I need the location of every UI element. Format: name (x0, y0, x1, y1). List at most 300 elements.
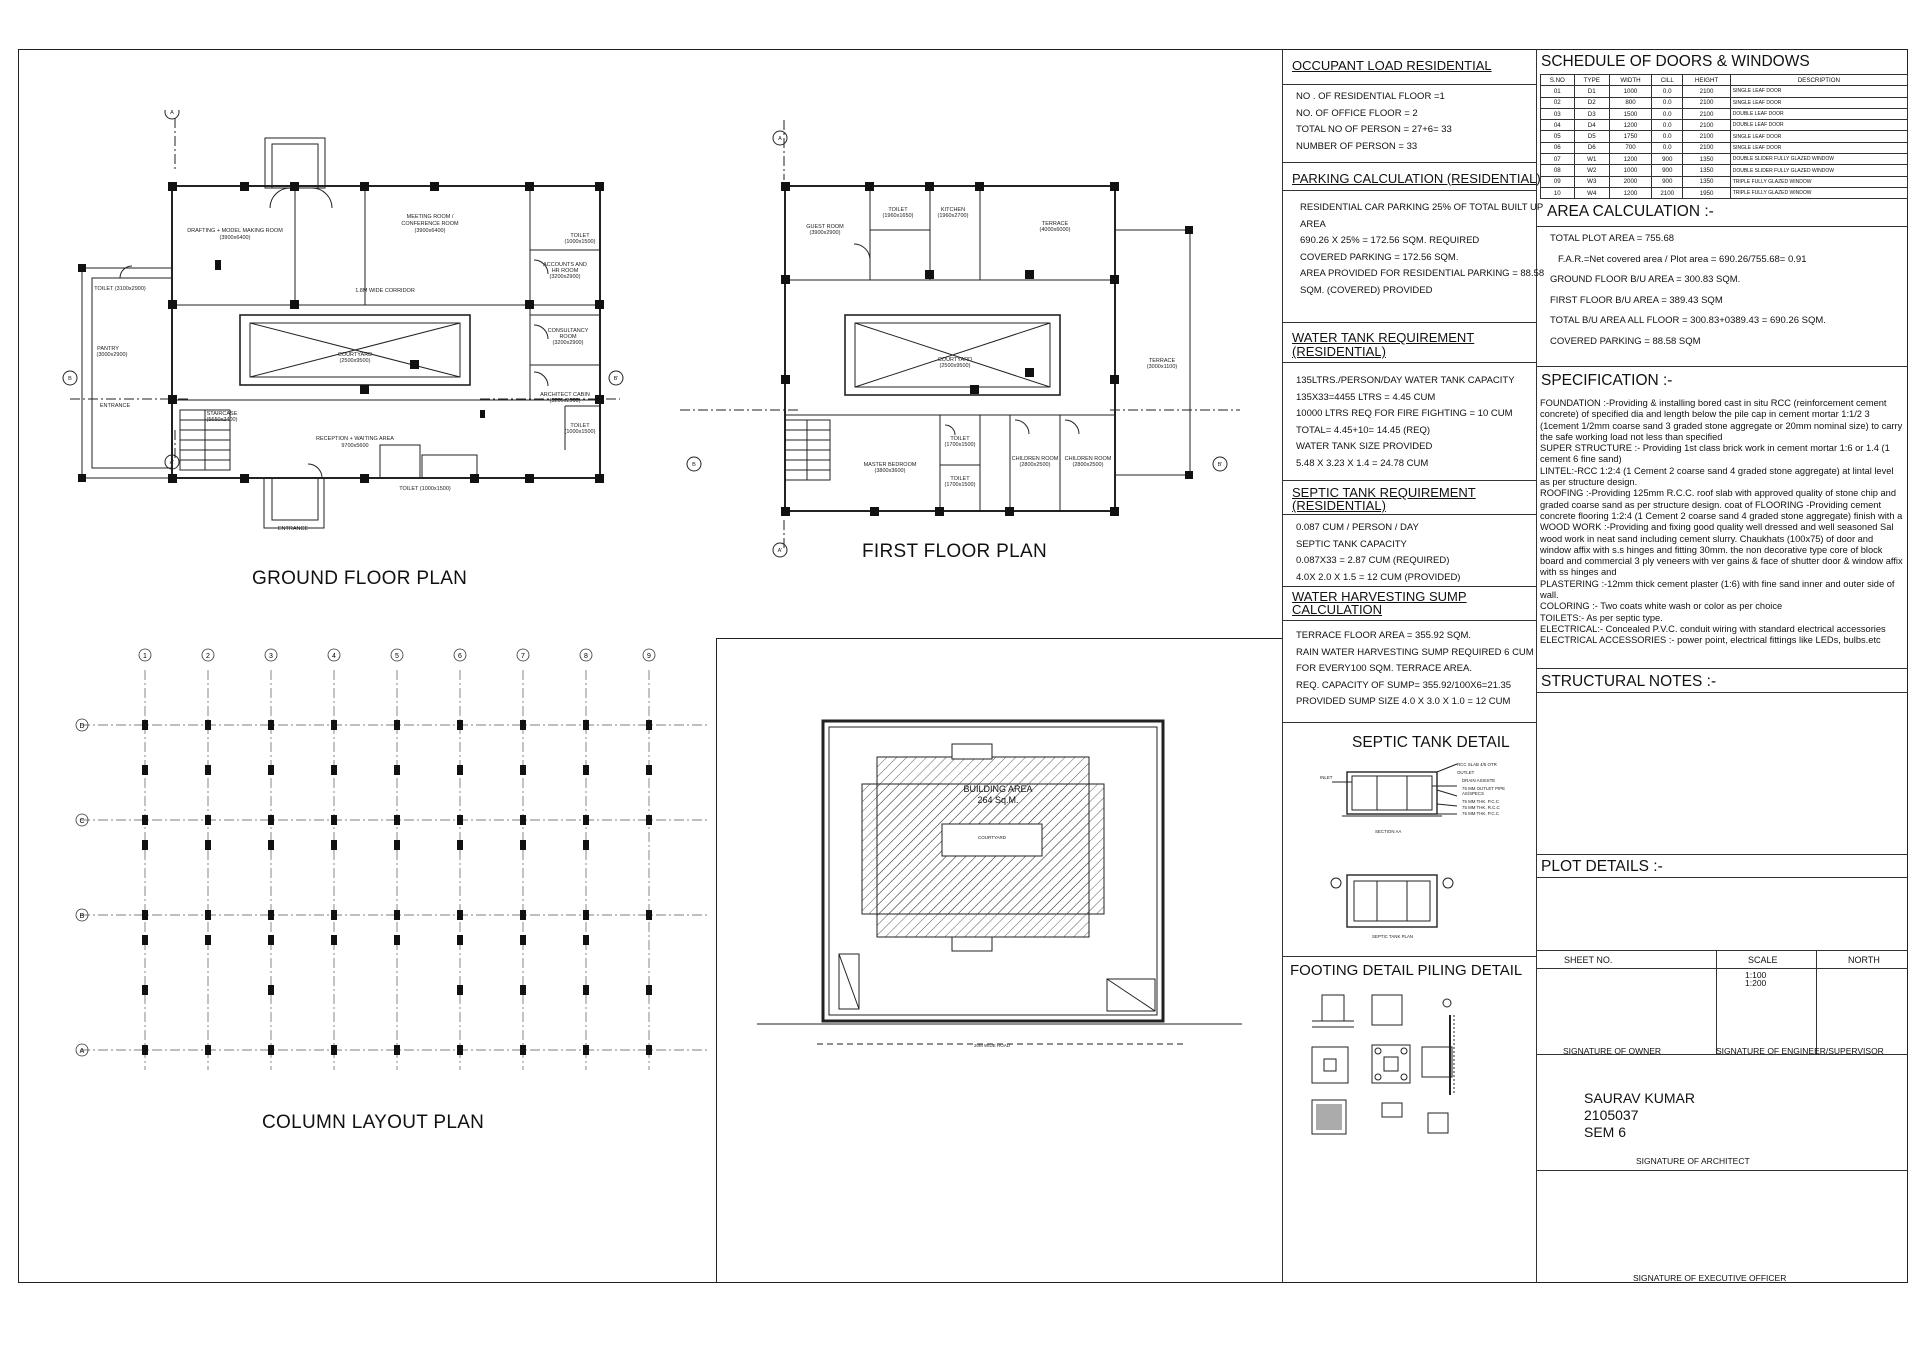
grid-number-label: 4 (332, 653, 336, 660)
schedule-cell: 0.0 (1652, 131, 1683, 142)
grid-number-label: 3 (269, 653, 273, 660)
schedule-cell: 900 (1652, 154, 1683, 165)
specification-panel (1540, 398, 1905, 647)
water-tank-title: WATER TANK REQUIREMENT (1292, 330, 1475, 345)
svg-text:(2800x2500): (2800x2500) (1019, 462, 1051, 468)
column-mark (205, 910, 211, 920)
divider (1536, 968, 1908, 969)
septic-tank-line: SEPTIC TANK CAPACITY (1296, 538, 1407, 550)
column-mark (268, 720, 274, 730)
septic-plan-label: SEPTIC TANK PLAN (1372, 934, 1414, 939)
column-mark (520, 815, 526, 825)
schedule-row (1541, 86, 1908, 97)
column-mark (520, 1045, 526, 1055)
column-mark (142, 935, 148, 945)
grid-number-label: 8 (584, 653, 588, 660)
column-mark (142, 840, 148, 850)
column-mark (646, 985, 652, 995)
svg-text:A': A' (169, 460, 175, 466)
svg-text:(3000x1100): (3000x1100) (1146, 364, 1178, 370)
schedule-row (1541, 187, 1908, 198)
grid-letter-label: D (79, 723, 85, 730)
schedule-cell: 2100 (1683, 97, 1730, 108)
column-mark (205, 935, 211, 945)
column-mark (268, 935, 274, 945)
divider (1536, 668, 1908, 669)
column-mark (457, 720, 463, 730)
septic-note: AS/SPECS (1462, 791, 1484, 796)
site-plan-drawing (717, 709, 1283, 1109)
road-label: 20M WIDE ROAD (973, 1043, 1011, 1048)
svg-text:TOILET (3100x2900): TOILET (3100x2900) (94, 286, 146, 292)
divider (1282, 956, 1536, 957)
schedule-header-cell: HEIGHT (1683, 75, 1730, 86)
area-calc-panel (1550, 229, 1905, 352)
column-mark (583, 985, 589, 995)
svg-text:(3000x2900): (3000x2900) (96, 352, 128, 358)
schedule-cell: D1 (1574, 86, 1609, 97)
column-mark (457, 765, 463, 775)
area-line: F.A.R.=Net covered area / Plot area = 690.26/755.68= 0.91 (1558, 253, 1807, 265)
svg-text:ACCOUNTS AND: ACCOUNTS AND (543, 262, 587, 268)
schedule-cell: W4 (1574, 187, 1609, 198)
schedule-cell: 1200 (1609, 187, 1651, 198)
svg-text:MASTER BEDROOM: MASTER BEDROOM (863, 462, 917, 468)
septic-detail-title: SEPTIC TANK DETAIL (1352, 734, 1510, 751)
occupant-line: NUMBER OF PERSON = 33 (1296, 140, 1418, 152)
schedule-row (1541, 108, 1908, 119)
building-area-label: BUILDING AREA (963, 784, 1033, 794)
column-mark (394, 815, 400, 825)
column-mark (331, 815, 337, 825)
first-floor-plan-title: FIRST FLOOR PLAN (862, 541, 1047, 562)
svg-text:(4000x6000): (4000x6000) (1039, 227, 1071, 233)
column-mark (583, 720, 589, 730)
schedule-cell: SINGLE LEAF DOOR (1730, 131, 1907, 142)
svg-text:MEETING ROOM /: MEETING ROOM / (406, 214, 454, 220)
septic-tank-title: SEPTIC TANK REQUIREMENT (1292, 485, 1476, 500)
schedule-header-cell: WIDTH (1609, 75, 1651, 86)
svg-text:(3200x2900): (3200x2900) (549, 398, 581, 404)
schedule-header-cell: TYPE (1574, 75, 1609, 86)
schedule-cell: 2000 (1609, 176, 1651, 187)
divider (1282, 586, 1536, 587)
harvesting-line: TERRACE FLOOR AREA = 355.92 SQM. (1296, 630, 1472, 641)
ground-floor-plan-drawing (60, 110, 700, 570)
svg-text:TOILET: TOILET (570, 423, 590, 429)
schedule-cell: 0.0 (1652, 86, 1683, 97)
schedule-row (1541, 176, 1908, 187)
schedule-cell: SINGLE LEAF DOOR (1730, 86, 1907, 97)
svg-text:(3200x2900): (3200x2900) (552, 340, 584, 346)
column-mark (583, 765, 589, 775)
column-mark (583, 1045, 589, 1055)
door-window-schedule-table (1540, 74, 1908, 199)
schedule-cell: 1350 (1683, 176, 1730, 187)
schedule-cell: TRIPLE FULLY GLAZED WINDOW (1730, 176, 1907, 187)
area-line: FIRST FLOOR B/U AREA = 389.43 SQM (1550, 294, 1723, 306)
scale-value-2: 1:200 (1745, 978, 1767, 988)
schedule-cell: 0.0 (1652, 108, 1683, 119)
svg-text:TOILET: TOILET (888, 207, 908, 213)
spec-line: LINTEL:-RCC 1:2:4 (1 Cement 2 coarse sand 4 graded stone aggregate) at lintal level as per structure design. (1540, 465, 1894, 488)
column-layout-plan-title: COLUMN LAYOUT PLAN (262, 1112, 485, 1133)
column-mark (268, 1045, 274, 1055)
column-mark (457, 840, 463, 850)
spec-line: SUPER STRUCTURE :- Providing 1st class brick work in cement mortar 1:6 or 1.4 (1 cement 6 fine sand) (1540, 443, 1890, 465)
schedule-cell: 06 (1541, 142, 1575, 153)
column-mark (268, 840, 274, 850)
schedule-header-cell: CILL (1652, 75, 1683, 86)
column-mark (268, 815, 274, 825)
building-area-value: 264 Sq.M. (977, 795, 1019, 805)
site-plan-panel (716, 638, 1282, 1283)
septic-note: 75 MM THK. R.C.C (1462, 805, 1500, 810)
svg-text:TOILET: TOILET (570, 233, 590, 239)
grid-number-label: 7 (521, 653, 525, 660)
harvesting-line: FOR EVERY100 SQM. TERRACE AREA. (1296, 663, 1472, 674)
column-mark (331, 935, 337, 945)
svg-text:TERRACE: TERRACE (1148, 358, 1176, 364)
column-mark (520, 985, 526, 995)
schedule-cell: 2100 (1683, 86, 1730, 97)
schedule-cell: W2 (1574, 165, 1609, 176)
divider (1816, 950, 1817, 1054)
signature-engineer-label: SIGNATURE OF ENGINEER/SUPERVISOR (1716, 1046, 1884, 1056)
schedule-cell: 04 (1541, 120, 1575, 131)
column-mark (394, 1045, 400, 1055)
column-layout-plan-drawing (70, 640, 710, 1080)
grid-number-label: 1 (143, 653, 147, 660)
divider (1536, 366, 1908, 367)
septic-note: 75 MM OUTLET PIPE (1462, 786, 1506, 791)
schedule-cell: 08 (1541, 165, 1575, 176)
area-line: TOTAL B/U AREA ALL FLOOR = 300.83+0389.43 = 690.26 SQM. (1550, 315, 1826, 326)
septic-note: RCC SLAB 4/5 OTR (1457, 762, 1497, 767)
first-floor-plan-drawing (680, 120, 1240, 560)
divider (1282, 190, 1536, 191)
scale-value-1: 1:100 (1745, 970, 1767, 980)
spec-line: FOUNDATION :-Providing & installing bored cast in situ RCC (reinforcement cement concrete) of specified dia and length below the pile cap in cement mortar 1:1/2 3 (1cement 1/2mm coarse sand 3 graded stone aggregate or 20mm nominal size) to carry the safe working load not less than specified (1540, 398, 1903, 442)
schedule-cell: 2100 (1683, 131, 1730, 142)
schedule-cell: 10 (1541, 187, 1575, 198)
svg-text:TOILET: TOILET (950, 436, 970, 442)
svg-text:(3900x6400): (3900x6400) (414, 228, 446, 234)
divider (1282, 84, 1536, 85)
schedule-cell: D3 (1574, 108, 1609, 119)
structural-notes-title: STRUCTURAL NOTES :- (1541, 673, 1717, 690)
septic-note: OUTLET (1457, 770, 1475, 775)
divider (1282, 162, 1536, 163)
svg-text:PANTRY: PANTRY (97, 346, 119, 352)
column-mark (142, 720, 148, 730)
water-tank-line: 5.48 X 3.23 X 1.4 = 24.78 CUM (1296, 457, 1429, 469)
schedule-cell: D6 (1574, 142, 1609, 153)
architect-name: SAURAV KUMAR (1584, 1090, 1695, 1106)
column-mark (394, 910, 400, 920)
svg-text:(1700x1500): (1700x1500) (944, 442, 976, 448)
ground-floor-plan-title: GROUND FLOOR PLAN (252, 568, 468, 589)
grid-letter-label: C (79, 818, 85, 825)
schedule-cell: TRIPLE FULLY GLAZED WINDOW (1730, 187, 1907, 198)
spec-line: COLORING :- Two coats white wash or color as per choice (1540, 601, 1783, 612)
schedule-cell: 09 (1541, 176, 1575, 187)
septic-note: INLET (1320, 775, 1333, 780)
column-mark (268, 765, 274, 775)
svg-text:B': B' (1217, 462, 1223, 468)
schedule-cell: 1750 (1609, 131, 1651, 142)
column-mark (142, 910, 148, 920)
spec-line: TOILETS:- As per septic type. (1540, 612, 1663, 623)
schedule-cell: 0.0 (1652, 120, 1683, 131)
north-label: NORTH (1848, 955, 1880, 965)
calc-column-right-border (1536, 49, 1537, 1283)
svg-text:(1700x1500): (1700x1500) (944, 482, 976, 488)
schedule-cell: DOUBLE SLIDER FULLY GLAZED WINDOW (1730, 165, 1907, 176)
area-line: TOTAL PLOT AREA = 755.68 (1550, 233, 1675, 244)
area-line: COVERED PARKING = 88.58 SQM (1550, 335, 1701, 347)
schedule-cell: 700 (1609, 142, 1651, 153)
column-mark (205, 815, 211, 825)
septic-tank-line: 4.0X 2.0 X 1.5 = 12 CUM (PROVIDED) (1296, 571, 1461, 583)
svg-text:STAIRCASE: STAIRCASE (206, 411, 238, 417)
svg-text:GUEST ROOM: GUEST ROOM (806, 224, 844, 230)
occupant-load-panel (1292, 58, 1532, 155)
divider (1536, 854, 1908, 855)
svg-text:RECEPTION + WAITING AREA: RECEPTION + WAITING AREA (316, 436, 394, 442)
grid-number-label: 2 (206, 653, 210, 660)
schedule-cell: 1950 (1683, 187, 1730, 198)
water-tank-line: TOTAL= 4.45+10= 14.45 (REQ) (1296, 424, 1431, 436)
svg-text:9700x5600: 9700x5600 (341, 443, 369, 449)
column-mark (520, 910, 526, 920)
spec-line: ELECTRICAL:- Concealed P.V.C. conduit wiring with standard electrical accessories (1540, 623, 1886, 634)
svg-text:B: B (692, 462, 696, 468)
schedule-row (1541, 120, 1908, 131)
schedule-cell: DOUBLE SLIDER FULLY GLAZED WINDOW (1730, 154, 1907, 165)
harvesting-title: WATER HARVESTING SUMP (1292, 589, 1467, 604)
divider (1282, 322, 1536, 323)
sheet-no-label: SHEET NO. (1564, 955, 1613, 965)
septic-note: 75 MM THK. P.C.C (1462, 799, 1499, 804)
column-mark (331, 765, 337, 775)
water-tank-line: 10000 LTRS REQ FOR FIRE FIGHTING = 10 CUM (1296, 408, 1513, 419)
water-tank-line: WATER TANK SIZE PROVIDED (1296, 441, 1433, 452)
column-mark (394, 935, 400, 945)
spec-line: ROOFING :-Providing 125mm R.C.C. roof slab with approved quality of stone chip and graded coarse sand as per structure design. coat of FLOORING -Providing cement concrete flooring 1:2:4 (1 Cement 2 coarse sand 4 graded stone aggregate) finish with a WOOD WORK :-Providing and fixing good quality well dressed and well seasoned Sal wood work in neat sand including cement slurry. Chaukhats (100x75) of door and window affix with s.s hinges and fitting 30mm. the non decorative type core of block board and commercial 3 ply veneers with ver gains & face of shutter door & window affix with ss hinges and (1540, 488, 1903, 578)
svg-text:(2500x9500): (2500x9500) (939, 363, 971, 369)
schedule-cell: 2100 (1652, 187, 1683, 198)
svg-text:ARCHITECT CABIN: ARCHITECT CABIN (540, 392, 590, 398)
schedule-row (1541, 154, 1908, 165)
column-mark (394, 765, 400, 775)
site-courtyard-label: COURTYARD (977, 835, 1007, 840)
column-mark (394, 840, 400, 850)
divider (1716, 950, 1717, 1054)
septic-note: DRAIN ASSISTE (1462, 778, 1496, 783)
svg-text:B': B' (613, 376, 619, 382)
column-mark (583, 910, 589, 920)
section-aa-label: SECTION AA (1375, 829, 1402, 834)
svg-text:(1960x2700): (1960x2700) (937, 213, 969, 219)
harvesting-line: RAIN WATER HARVESTING SUMP REQUIRED 6 CUM (1296, 646, 1534, 658)
schedule-cell: SINGLE LEAF DOOR (1730, 97, 1907, 108)
specification-title: SPECIFICATION :- (1541, 372, 1673, 389)
column-mark (457, 985, 463, 995)
schedule-cell: 1000 (1609, 86, 1651, 97)
parking-line: COVERED PARKING = 172.56 SQM. (1300, 251, 1459, 263)
column-mark (646, 720, 652, 730)
svg-text:(5650x2400): (5650x2400) (206, 417, 238, 423)
footing-piling-drawing (1282, 985, 1536, 1165)
svg-text:DRAFTING + MODEL MAKING ROOM: DRAFTING + MODEL MAKING ROOM (187, 228, 283, 234)
schedule-cell: 1350 (1683, 165, 1730, 176)
svg-text:(1960x1650): (1960x1650) (882, 213, 914, 219)
svg-text:ENTRANCE: ENTRANCE (99, 403, 131, 409)
parking-line: AREA (1300, 218, 1326, 230)
svg-text:A: A (778, 136, 782, 142)
svg-text:A: A (170, 110, 174, 116)
svg-text:TERRACE: TERRACE (1041, 221, 1069, 227)
column-mark (205, 765, 211, 775)
occupant-line: NO. OF OFFICE FLOOR = 2 (1296, 107, 1418, 119)
schedule-header-cell: S.NO (1541, 75, 1575, 86)
column-mark (331, 910, 337, 920)
signature-officer-label: SIGNATURE OF EXECUTIVE OFFICER (1633, 1273, 1787, 1283)
column-mark (205, 720, 211, 730)
schedule-cell: 2100 (1683, 142, 1730, 153)
column-mark (142, 985, 148, 995)
occupant-line: TOTAL NO OF PERSON = 27+6= 33 (1296, 124, 1452, 135)
schedule-cell: 900 (1652, 176, 1683, 187)
parking-line: AREA PROVIDED FOR RESIDENTIAL PARKING = 88.58 (1300, 268, 1545, 279)
svg-text:(2500x9500): (2500x9500) (339, 358, 371, 364)
schedule-header-row (1541, 75, 1908, 86)
water-tank-panel (1292, 331, 1532, 472)
schedule-cell: 1200 (1609, 154, 1651, 165)
harvesting-line: REQ. CAPACITY OF SUMP= 355.92/100X6=21.35 (1296, 679, 1512, 691)
parking-line: RESIDENTIAL CAR PARKING 25% OF TOTAL BUILT UP (1300, 202, 1544, 213)
schedule-cell: 1350 (1683, 154, 1730, 165)
svg-text:CONSULTANCY: CONSULTANCY (547, 328, 589, 334)
schedule-cell: 05 (1541, 131, 1575, 142)
plot-details-title: PLOT DETAILS :- (1541, 858, 1663, 875)
divider (1536, 692, 1908, 693)
svg-text:ROOM: ROOM (559, 334, 577, 340)
divider (1536, 1170, 1908, 1171)
svg-text:COURTYARD: COURTYARD (937, 357, 973, 363)
septic-tank-subtitle: (RESIDENTIAL) (1292, 498, 1386, 513)
schedule-cell: 1000 (1609, 165, 1651, 176)
grid-letter-label: B (79, 913, 85, 920)
svg-text:(3900x2900): (3900x2900) (809, 230, 841, 236)
divider (1282, 620, 1536, 621)
column-mark (268, 910, 274, 920)
schedule-cell: 1500 (1609, 108, 1651, 119)
schedule-cell: D5 (1574, 131, 1609, 142)
septic-note: 75 MM THK. P.C.C (1462, 811, 1499, 816)
schedule-cell: 02 (1541, 97, 1575, 108)
divider (1282, 514, 1536, 515)
column-mark (457, 910, 463, 920)
column-mark (646, 1045, 652, 1055)
column-mark (457, 935, 463, 945)
divider (1282, 362, 1536, 363)
schedule-cell: SINGLE LEAF DOOR (1730, 142, 1907, 153)
schedule-row (1541, 131, 1908, 142)
schedule-cell: W1 (1574, 154, 1609, 165)
column-mark (142, 1045, 148, 1055)
schedule-cell: 900 (1652, 165, 1683, 176)
column-mark (646, 910, 652, 920)
parking-title: PARKING CALCULATION (RESIDENTIAL) (1292, 171, 1541, 186)
harvesting-subtitle: CALCULATION (1292, 602, 1383, 617)
septic-tank-line: 0.087X33 = 2.87 CUM (REQUIRED) (1296, 555, 1450, 566)
septic-tank-panel (1292, 486, 1532, 586)
harvesting-panel (1292, 590, 1532, 711)
svg-text:(3900x6400): (3900x6400) (219, 235, 251, 241)
signature-architect-label: SIGNATURE OF ARCHITECT (1636, 1156, 1750, 1166)
schedule-cell: W3 (1574, 176, 1609, 187)
schedule-cell: DOUBLE LEAF DOOR (1730, 120, 1907, 131)
svg-text:CHILDREN ROOM: CHILDREN ROOM (1011, 456, 1059, 462)
schedule-cell: 0.0 (1652, 97, 1683, 108)
svg-text:(1000x1500): (1000x1500) (564, 239, 596, 245)
grid-number-label: 9 (647, 653, 651, 660)
svg-text:KITCHEN: KITCHEN (940, 207, 966, 213)
schedule-cell: 0.0 (1652, 142, 1683, 153)
parking-line: SQM. (COVERED) PROVIDED (1300, 284, 1433, 296)
column-mark (520, 935, 526, 945)
svg-text:1.8M WIDE CORRIDOR: 1.8M WIDE CORRIDOR (355, 288, 415, 294)
divider (1536, 877, 1908, 878)
column-mark (646, 765, 652, 775)
schedule-cell: 800 (1609, 97, 1651, 108)
signature-owner-label: SIGNATURE OF OWNER (1563, 1046, 1662, 1056)
schedule-title: SCHEDULE OF DOORS & WINDOWS (1541, 53, 1810, 70)
column-mark (583, 840, 589, 850)
column-mark (646, 815, 652, 825)
grid-number-label: 5 (395, 653, 399, 660)
column-mark (268, 985, 274, 995)
schedule-cell: 2100 (1683, 120, 1730, 131)
column-mark (457, 815, 463, 825)
grid-letter-label: A (79, 1048, 85, 1055)
schedule-header-cell: DESCRIPTION (1730, 75, 1907, 86)
schedule-cell: DOUBLE LEAF DOOR (1730, 108, 1907, 119)
water-tank-line: 135X33=4455 LTRS = 4.45 CUM (1296, 391, 1436, 403)
column-mark (520, 840, 526, 850)
water-tank-subtitle: (RESIDENTIAL) (1292, 344, 1386, 359)
svg-text:COURTYARD: COURTYARD (337, 352, 373, 358)
svg-text:A': A' (777, 548, 783, 554)
area-calc-title: AREA CALCULATION :- (1547, 203, 1714, 220)
svg-text:CHILDREN ROOM: CHILDREN ROOM (1064, 456, 1112, 462)
schedule-cell: 07 (1541, 154, 1575, 165)
svg-text:(1000x1500): (1000x1500) (564, 429, 596, 435)
schedule-cell: D2 (1574, 97, 1609, 108)
area-line: GROUND FLOOR B/U AREA = 300.83 SQM. (1550, 274, 1741, 285)
svg-text:B: B (68, 376, 72, 382)
schedule-cell: 2100 (1683, 108, 1730, 119)
schedule-row (1541, 97, 1908, 108)
occupant-line: NO . OF RESIDENTIAL FLOOR =1 (1296, 91, 1445, 102)
schedule-cell: 03 (1541, 108, 1575, 119)
column-mark (331, 720, 337, 730)
svg-text:(3800x3600): (3800x3600) (874, 468, 906, 474)
grid-number-label: 6 (458, 653, 462, 660)
divider (1536, 226, 1908, 227)
